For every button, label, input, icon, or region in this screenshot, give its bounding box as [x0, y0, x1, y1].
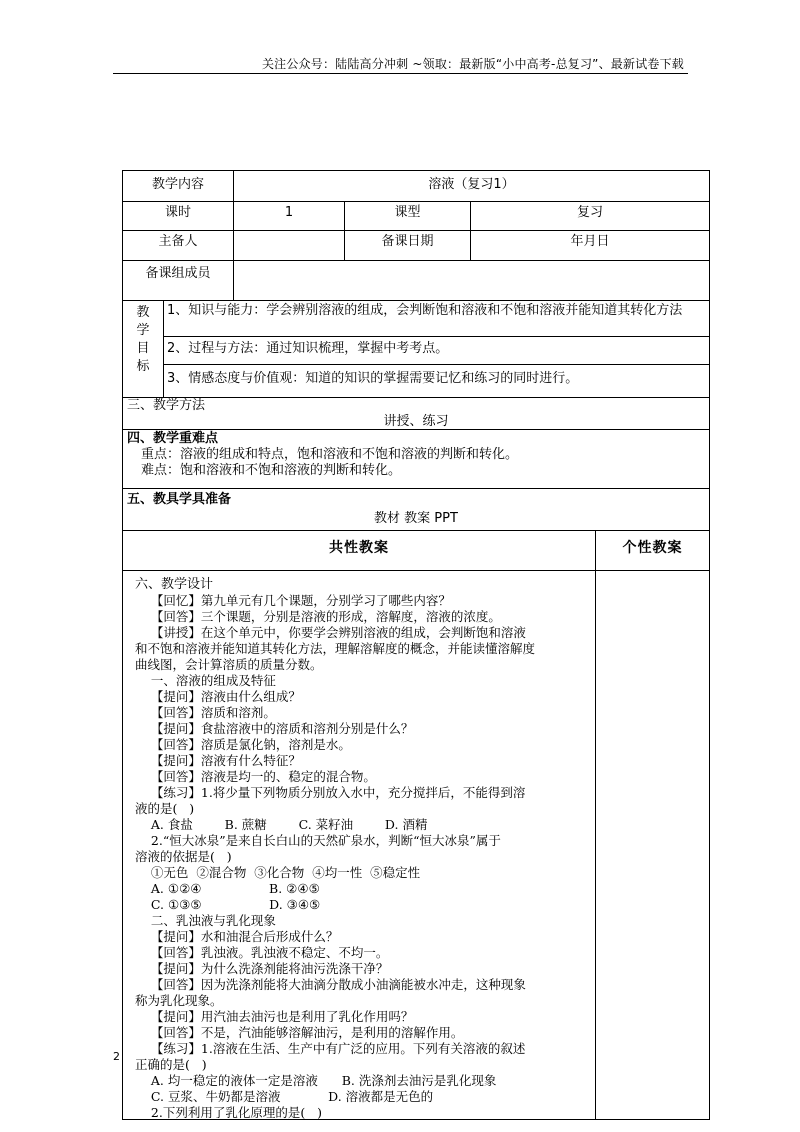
header-rule	[113, 73, 688, 74]
design-line: 【回答】溶质和溶剂。	[135, 705, 276, 720]
date-label: 备课日期	[381, 234, 434, 249]
row-divider	[123, 570, 709, 571]
row-divider	[123, 488, 709, 489]
design-line: 【回忆】第九单元有几个课题，分别学习了哪些内容？	[135, 593, 451, 608]
design-line: C. 豆浆、牛奶都是溶液 D. 溶液都是无色的	[135, 1089, 434, 1104]
goal-knowledge: 1、知识与能力：学会辨别溶液的组成，会判断饱和溶液和不饱和溶液并能知道其转化方法	[167, 303, 683, 318]
design-line: 一、溶液的组成及特征	[135, 673, 276, 688]
row-divider	[123, 260, 709, 261]
method-value: 讲授、练习	[383, 414, 449, 429]
row-divider	[123, 300, 709, 301]
goals-label-char: 学	[136, 323, 150, 338]
design-line: 和不饱和溶液并能知道其转化方法，理解溶解度的概念，并能读懂溶解度	[135, 641, 536, 656]
row-divider	[123, 397, 709, 398]
keypoint-main: 重点：溶液的组成和特点，饱和溶液和不饱和溶液的判断和转化。	[141, 447, 519, 462]
design-line: 【提问】溶液由什么组成？	[135, 689, 301, 704]
goals-label-char: 教	[136, 305, 150, 320]
design-line: 【回答】乳浊液。乳浊液不稳定、不均一。	[135, 945, 389, 960]
tools-title: 五、教具学具准备	[127, 492, 232, 507]
design-line: 【提问】溶液有什么特征？	[135, 753, 301, 768]
design-line: A. 食盐 B. 蔗糖 C. 菜籽油 D. 酒精	[135, 817, 428, 832]
keypoint-hard: 难点：饱和溶液和不饱和溶液的判断和转化。	[141, 463, 402, 478]
common-plan-heading: 共性教案	[329, 540, 389, 556]
row-divider	[123, 201, 709, 202]
design-line: A. 均一稳定的液体一定是溶液 B. 洗涤剂去油污是乳化现象	[135, 1073, 497, 1088]
design-line: 【练习】1.溶液在生活、生产中有广泛的应用。下列有关溶液的叙述	[135, 1041, 526, 1056]
design-line: ①无色 ②混合物 ③化合物 ④均一性 ⑤稳定性	[135, 865, 421, 880]
design-line: 溶液的依据是( )	[135, 849, 232, 864]
type-value: 复习	[576, 205, 603, 220]
design-line: 【提问】食盐溶液中的溶质和溶剂分别是什么？	[135, 721, 414, 736]
page-header: 关注公众号：陆陆高分冲刺 ~领取：最新版“小中高考-总复习”、最新试卷下载	[261, 57, 684, 71]
teaching-design	[135, 577, 595, 1121]
design-line: 【回答】溶液是均一的、稳定的混合物。	[135, 769, 376, 784]
goal-process: 2、过程与方法：通过知识梳理，掌握中考考点。	[167, 341, 449, 356]
period-value: 1	[284, 205, 294, 220]
goals-label-char: 标	[136, 359, 150, 374]
design-line: 曲线图，会计算溶质的质量分数。	[135, 657, 323, 672]
method-title: 三、教学方法	[127, 398, 206, 413]
row-divider	[123, 530, 709, 531]
content-value: 溶液（复习1）	[428, 177, 515, 192]
design-line: 2.“恒大冰泉”是来自长白山的天然矿泉水，判断“恒大冰泉”属于	[135, 833, 501, 848]
design-line: 称为乳化现象。	[135, 993, 223, 1008]
design-line: 【练习】1.将少量下列物质分别放入水中，充分搅拌后，不能得到溶	[135, 785, 526, 800]
row-divider	[163, 364, 709, 365]
row-divider	[123, 230, 709, 231]
personal-plan-heading: 个性教案	[622, 540, 683, 556]
design-line: 2.下列利用了乳化原理的是( )	[135, 1105, 322, 1120]
design-line: 【提问】为什么洗涤剂能将油污洗涤干净？	[135, 961, 389, 976]
design-line: A. ①②④ B. ②④⑤	[135, 881, 320, 896]
date-value: 年月日	[570, 234, 610, 249]
preparer-label: 主备人	[158, 234, 198, 249]
design-line: 【回答】不是，汽油能够溶解油污，是利用的溶解作用。	[135, 1025, 464, 1040]
row-divider	[163, 336, 709, 337]
design-line: 【提问】水和油混合后形成什么？	[135, 929, 339, 944]
goal-attitude: 3、情感态度与价值观：知道的知识的掌握需要记忆和练习的同时进行。	[167, 371, 579, 386]
design-line: 【回答】溶质是氯化钠，溶剂是水。	[135, 737, 351, 752]
design-line: C. ①③⑤ D. ③④⑤	[135, 897, 321, 912]
col-divider	[595, 530, 596, 1119]
lesson-plan-table	[122, 170, 710, 1120]
period-label: 课时	[164, 205, 191, 220]
design-line: 【讲授】在这个单元中，你要学会辨别溶液的组成，会判断饱和溶液	[135, 625, 526, 640]
design-line: 【回答】三个课题，分别是溶液的形成，溶解度，溶液的浓度。	[135, 609, 501, 624]
design-line: 液的是( )	[135, 801, 195, 816]
design-title: 六、教学设计	[135, 577, 214, 592]
keypoints-title: 四、教学重难点	[127, 431, 219, 446]
design-line: 正确的是( )	[135, 1057, 207, 1072]
content-label: 教学内容	[151, 177, 204, 192]
type-label: 课型	[394, 205, 421, 220]
design-line: 【回答】因为洗涤剂能将大油滴分散成小油滴能被水冲走，这种现象	[135, 977, 526, 992]
page-number: 2	[113, 1050, 120, 1063]
tools-value: 教材 教案 PPT	[374, 511, 458, 526]
col-divider	[163, 300, 164, 397]
design-line: 二、乳浊液与乳化现象	[135, 913, 276, 928]
members-label: 备课组成员	[145, 266, 211, 281]
design-line: 【提问】用汽油去油污也是利用了乳化作用吗？	[135, 1009, 414, 1024]
goals-label-char: 目	[136, 341, 150, 356]
